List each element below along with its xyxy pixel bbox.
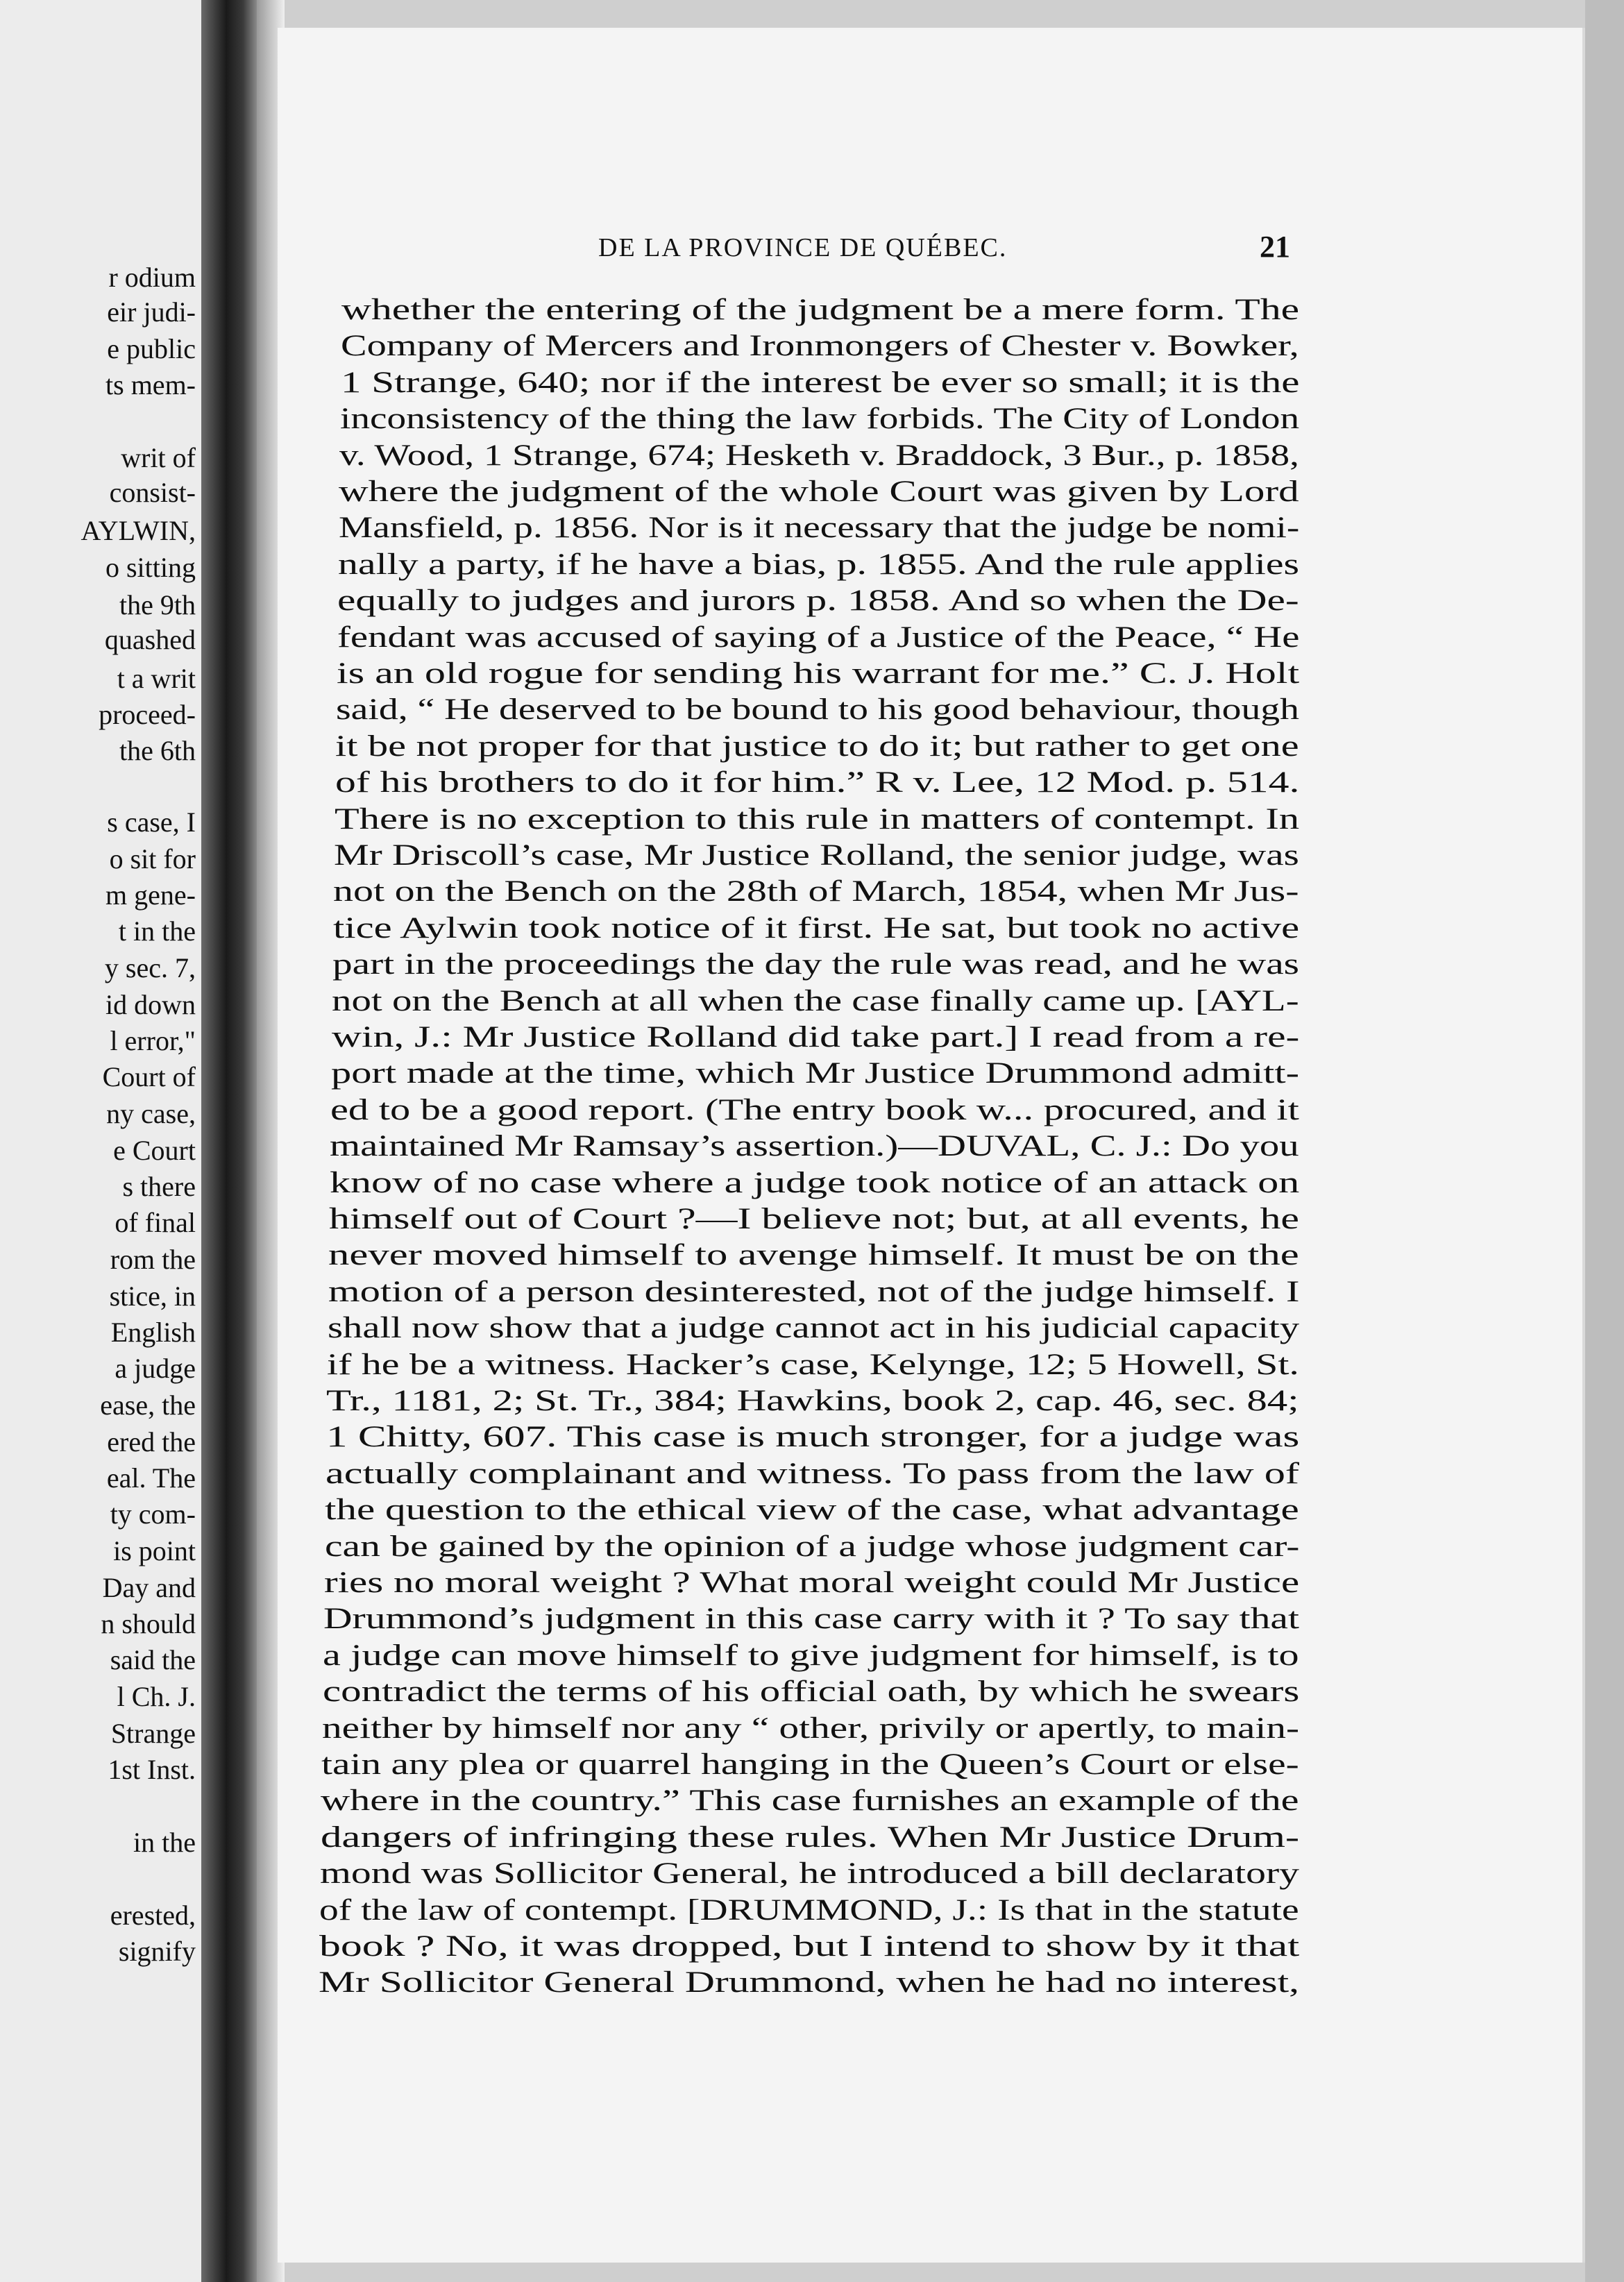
text-line: nally a party, if he have a bias, p. 1855. And the rule applies bbox=[337, 548, 1299, 581]
facing-page-line: erested, bbox=[110, 1900, 196, 1931]
text-line: actually complainant and witness. To pass from the law of bbox=[325, 1457, 1299, 1490]
text-line: mond was Sollicitor General, he introduced a bill declaratory bbox=[320, 1857, 1300, 1891]
text-line: tain any plea or quarrel hanging in the Queen’s Court or else- bbox=[321, 1748, 1299, 1781]
text-line: can be gained by the opinion of a judge whose judgment car- bbox=[324, 1530, 1299, 1563]
facing-page-line: e public bbox=[107, 333, 196, 364]
facing-page-line: l Ch. J. bbox=[117, 1681, 196, 1712]
text-line: neither by himself nor any “ other, privily or apertly, to main- bbox=[321, 1712, 1300, 1745]
text-line: ed to be a good report. (The entry book w... procured, and it bbox=[330, 1093, 1299, 1126]
facing-page-line: eal. The bbox=[106, 1462, 196, 1494]
facing-page-line: proceed- bbox=[99, 699, 196, 730]
text-line: where in the country.” This case furnishes an example of the bbox=[321, 1784, 1300, 1818]
text-line: Mansfield, p. 1856. Nor is it necessary that the judge be nomi- bbox=[338, 512, 1299, 545]
text-line: never moved himself to avenge himself. It must be on the bbox=[328, 1239, 1299, 1272]
facing-page-line: t a writ bbox=[117, 663, 196, 694]
text-line: contradict the terms of his official oath, by which he swears bbox=[322, 1675, 1299, 1709]
facing-page-line: l error," bbox=[110, 1025, 196, 1056]
text-line: of the law of contempt. [DRUMMOND, J.: Is that in the statute bbox=[319, 1893, 1299, 1927]
facing-page-line: y sec. 7, bbox=[104, 952, 196, 983]
facing-page-line: is point bbox=[113, 1535, 196, 1566]
facing-page-line: r odium bbox=[108, 262, 196, 293]
facing-page-line: Court of bbox=[102, 1061, 196, 1092]
facing-page-line: id down bbox=[105, 989, 196, 1020]
text-line: tice Aylwin took notice of it first. He sat, but took no active bbox=[332, 911, 1299, 945]
facing-page-line: Day and bbox=[102, 1572, 196, 1603]
facing-page-line: ered the bbox=[107, 1426, 196, 1457]
text-line: if he be a witness. Hacker’s case, Kelynge, 12; 5 Howell, St. bbox=[327, 1348, 1300, 1381]
facing-page-line: ts mem- bbox=[105, 369, 196, 400]
text-line: himself out of Court ?—I believe not; but, at all events, he bbox=[329, 1203, 1299, 1235]
facing-page-line: writ of bbox=[121, 442, 196, 473]
text-line: where the judgment of the whole Court was given by Lord bbox=[339, 475, 1300, 508]
facing-page-line: signify bbox=[118, 1936, 196, 1967]
facing-page-fragment bbox=[0, 0, 208, 2282]
facing-page-line: consist- bbox=[109, 477, 196, 508]
facing-page-line: stice, in bbox=[109, 1281, 196, 1312]
text-line: of his brothers to do it for him.” R v. Lee, 12 Mod. p. 514. bbox=[335, 766, 1300, 800]
text-line: the question to the ethical view of the case, what advantage bbox=[325, 1494, 1300, 1527]
text-line: said, “ He deserved to be bound to his good behaviour, though bbox=[336, 693, 1300, 727]
text-line: is an old rogue for sending his warrant for me.” C. J. Holt bbox=[336, 657, 1299, 690]
scan-border bbox=[1585, 0, 1624, 2282]
text-line: not on the Bench at all when the case finally came up. [AYL- bbox=[332, 984, 1299, 1017]
text-line: know of no case where a judge took notice of an attack on bbox=[329, 1166, 1300, 1199]
text-line: win, J.: Mr Justice Rolland did take part.] I read from a re- bbox=[331, 1021, 1299, 1054]
facing-page-line: m gene- bbox=[105, 879, 196, 911]
text-line: part in the proceedings the day the rule was read, and he was bbox=[332, 948, 1299, 981]
text-line: 1 Chitty, 607. This case is much stronger, for a judge was bbox=[325, 1421, 1299, 1454]
facing-page-line: the 6th bbox=[119, 735, 196, 766]
text-line: maintained Mr Ramsay’s assertion.)—DUVAL, C. J.: Do you bbox=[330, 1130, 1300, 1163]
text-line: v. Wood, 1 Strange, 674; Hesketh v. Braddock, 3 Bur., p. 1858, bbox=[339, 439, 1299, 472]
text-line: There is no exception to this rule in matters of contempt. In bbox=[334, 802, 1299, 836]
facing-page-line: quashed bbox=[104, 624, 196, 655]
page-number: 21 bbox=[1260, 230, 1290, 264]
facing-page-line: ease, the bbox=[100, 1389, 196, 1421]
facing-page-line: of final bbox=[115, 1207, 196, 1238]
text-line: a judge can move himself to give judgment for himself, is to bbox=[323, 1639, 1299, 1672]
book-gutter bbox=[201, 0, 257, 2282]
facing-page-line: the 9th bbox=[119, 589, 196, 620]
running-head: DE LA PROVINCE DE QUÉBEC. bbox=[598, 233, 1008, 262]
text-line: 1 Strange, 640; nor if the interest be ever so small; it is the bbox=[340, 366, 1300, 399]
facing-page-line: s there bbox=[122, 1171, 196, 1202]
facing-page-line: said the bbox=[110, 1644, 196, 1675]
facing-page-line: a judge bbox=[115, 1353, 196, 1384]
text-line: motion of a person desinterested, not of the judge himself. I bbox=[328, 1275, 1300, 1308]
facing-page-line: English bbox=[110, 1317, 196, 1348]
facing-page-line: o sit for bbox=[109, 843, 196, 874]
facing-page-line: o sitting bbox=[105, 552, 196, 583]
text-line: whether the entering of the judgment be a mere form. The bbox=[341, 294, 1300, 326]
text-line: book ? No, it was dropped, but I intend to show by it that bbox=[319, 1930, 1299, 1963]
facing-page-line: ty com- bbox=[110, 1498, 196, 1530]
text-line: Mr Driscoll’s case, Mr Justice Rolland, the senior judge, was bbox=[334, 839, 1299, 872]
text-line: inconsistency of the thing the law forbids. The City of London bbox=[339, 403, 1299, 436]
facing-page-line: AYLWIN, bbox=[81, 515, 196, 546]
text-line: dangers of infringing these rules. When Mr Justice Drum- bbox=[320, 1820, 1299, 1854]
text-line: fendant was accused of saying of a Justice of the Peace, “ He bbox=[337, 620, 1300, 654]
facing-page-line: n should bbox=[101, 1608, 196, 1639]
text-line: ries no moral weight ? What moral weight could Mr Justice bbox=[323, 1566, 1299, 1599]
facing-page-line: 1st Inst. bbox=[108, 1754, 196, 1785]
text-line: not on the Bench on the 28th of March, 1854, when Mr Jus- bbox=[333, 875, 1300, 908]
text-line: shall now show that a judge cannot act in his judicial capacity bbox=[327, 1312, 1300, 1345]
text-line: Company of Mercers and Ironmongers of Chester v. Bowker, bbox=[341, 330, 1299, 363]
facing-page-line: eir judi- bbox=[107, 296, 196, 328]
text-line: Tr., 1181, 2; St. Tr., 384; Hawkins, book 2, cap. 46, sec. 84; bbox=[326, 1385, 1300, 1417]
text-line: port made at the time, which Mr Justice Drummond admitt- bbox=[330, 1057, 1299, 1090]
facing-page-line: t in the bbox=[118, 915, 196, 947]
text-line: equally to judges and jurors p. 1858. And so when the De- bbox=[337, 584, 1299, 618]
facing-page-line: Strange bbox=[110, 1718, 196, 1749]
facing-page-line: in the bbox=[133, 1827, 196, 1858]
text-line: Drummond’s judgment in this case carry with it ? To say that bbox=[323, 1603, 1300, 1636]
text-line: it be not proper for that justice to do it; but rather to get one bbox=[335, 729, 1299, 763]
facing-page-line: s case, I bbox=[107, 806, 196, 838]
facing-page-line: e Court bbox=[113, 1135, 196, 1166]
facing-page-line: ny case, bbox=[106, 1098, 196, 1129]
text-line: Mr Sollicitor General Drummond, when he had no interest, bbox=[318, 1966, 1299, 2000]
facing-page-line: rom the bbox=[110, 1244, 196, 1275]
